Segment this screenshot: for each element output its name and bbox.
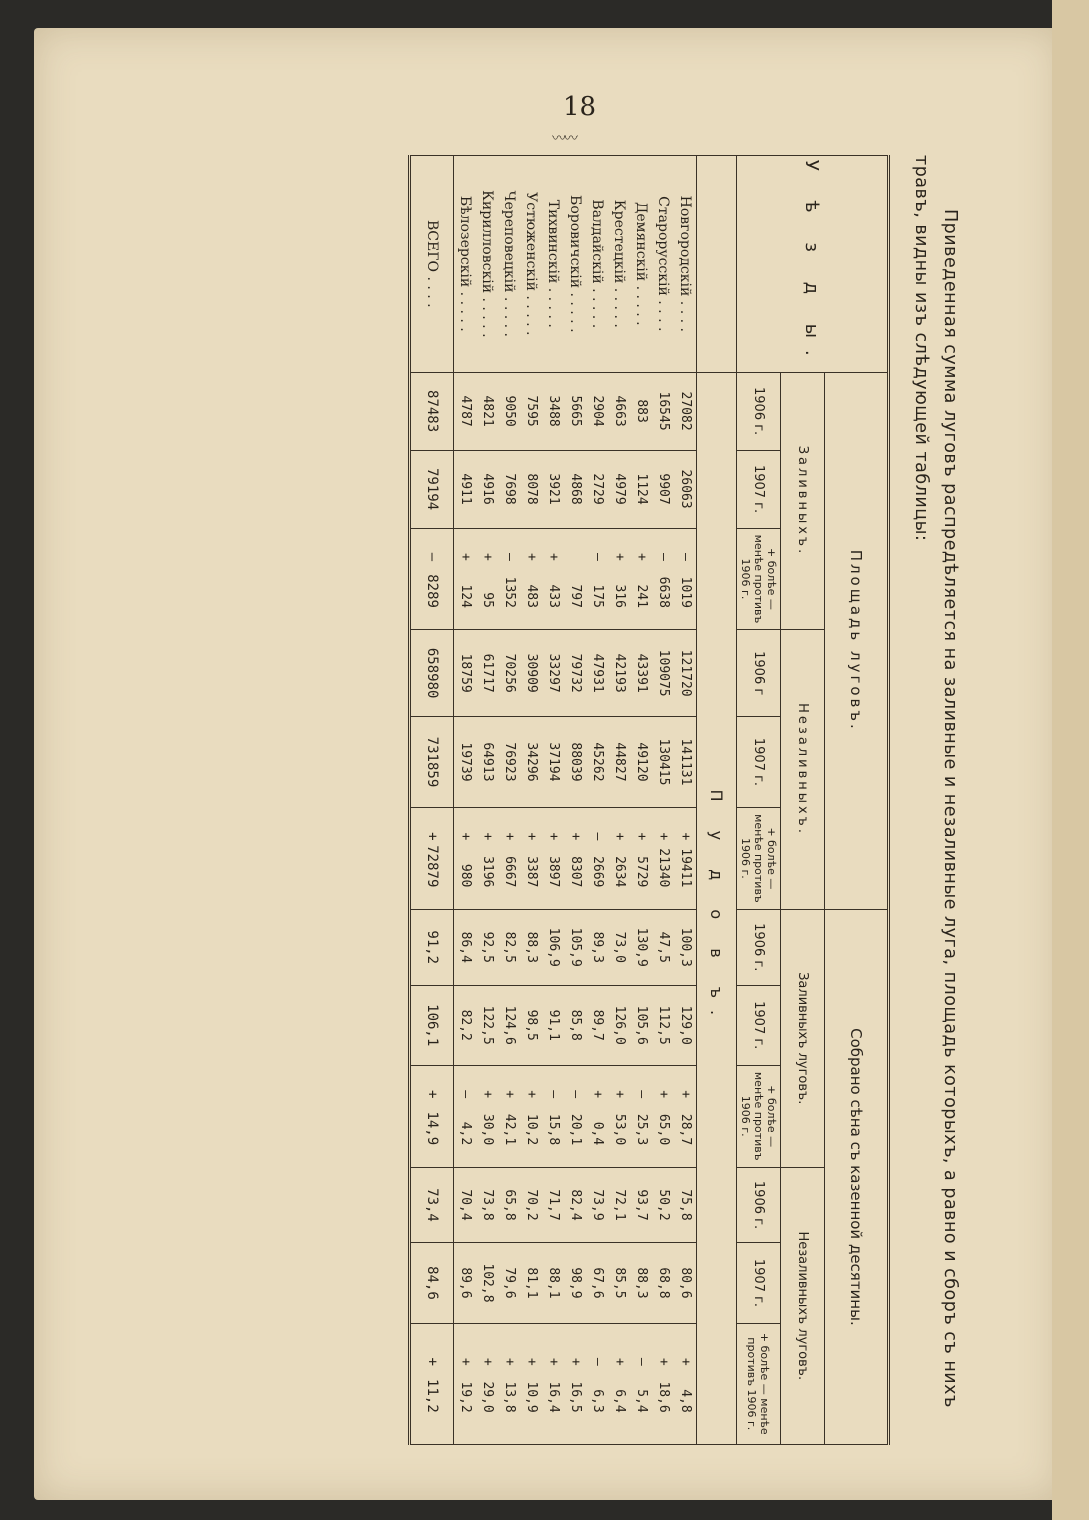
table-row: [608, 156, 630, 1445]
table-body: [454, 156, 697, 1445]
change-cell: +28,7: [674, 1065, 697, 1167]
table-row: [586, 156, 608, 1445]
value-cell: 47,5: [652, 909, 674, 985]
value-cell: 88,1: [542, 1243, 564, 1323]
value-cell: 19739: [454, 716, 477, 807]
district-name: Боровичскій . . . . .: [564, 156, 586, 373]
value-cell: 75,8: [674, 1167, 697, 1243]
change-cell: +124: [454, 528, 477, 630]
year-1906-header: 1906 г: [737, 630, 781, 717]
value-cell: 91,1: [542, 985, 564, 1065]
change-cell: +316: [608, 528, 630, 630]
change-cell: +42,1: [498, 1065, 520, 1167]
value-cell: 98,9: [564, 1243, 586, 1323]
year-1906-header: 1906 г.: [737, 909, 781, 985]
value-cell: 88039: [564, 716, 586, 807]
value-cell: 86,4: [454, 909, 477, 985]
value-cell: 4916: [476, 450, 498, 528]
change-cell: —175: [586, 528, 608, 630]
value-cell: 88,3: [630, 1243, 652, 1323]
value-cell: 4821: [476, 372, 498, 450]
unflooded-meadows-header: Незаливныхъ луговъ.: [781, 1167, 825, 1444]
district-name: Валдайскій . . . . .: [586, 156, 608, 373]
table-row: [476, 156, 498, 1445]
value-cell: 80,6: [674, 1243, 697, 1323]
change-cell: —1019: [674, 528, 697, 630]
total-cell: 658980: [410, 630, 454, 717]
value-cell: 34296: [520, 716, 542, 807]
value-cell: 4911: [454, 450, 477, 528]
value-cell: 130,9: [630, 909, 652, 985]
value-cell: 65,8: [498, 1167, 520, 1243]
district-name: Бѣлозерскій . . . . .: [454, 156, 477, 373]
change-cell: —20,1: [564, 1065, 586, 1167]
district-name: Новгородскій . . . .: [674, 156, 697, 373]
value-cell: 106,9: [542, 909, 564, 985]
year-1907-header: 1907 г.: [737, 450, 781, 528]
year-1907-header: 1907 г.: [737, 985, 781, 1065]
change-cell: +19411: [674, 807, 697, 909]
value-cell: 45262: [586, 716, 608, 807]
table-row: [520, 156, 542, 1445]
change-cell: +483: [520, 528, 542, 630]
value-cell: 883: [630, 372, 652, 450]
value-cell: 93,7: [630, 1167, 652, 1243]
value-cell: 73,8: [476, 1167, 498, 1243]
total-cell: 79194: [410, 450, 454, 528]
page-number-ornament: 〰〰: [552, 131, 576, 147]
change-cell: +6667: [498, 807, 520, 909]
value-cell: 88,3: [520, 909, 542, 985]
value-cell: 98,5: [520, 985, 542, 1065]
value-cell: 76923: [498, 716, 520, 807]
change-cell: +241: [630, 528, 652, 630]
district-name: Демянскій . . . . .: [630, 156, 652, 373]
value-cell: 42193: [608, 630, 630, 717]
unflooded-header: Незаливныхъ.: [781, 630, 825, 910]
value-cell: 73,0: [608, 909, 630, 985]
table-row: [630, 156, 652, 1445]
change-header: + болѣе — менѣе противъ 1906 г.: [737, 807, 781, 909]
value-cell: 27082: [674, 372, 697, 450]
total-cell: +14,9: [410, 1065, 454, 1167]
change-cell: +10,9: [520, 1323, 542, 1444]
value-cell: 37194: [542, 716, 564, 807]
districts-header: У ѣ з д ы.: [737, 156, 889, 373]
year-1907-header: 1907 г.: [737, 716, 781, 807]
intro-paragraph: Приведенная сумма луговъ распредѣляется на заливные и незаливные луга, площадь которыхъ, а равно и сборъ съ нихъ травъ, видны изъ слѣдующей таблицы:: [911, 155, 960, 1408]
change-cell: —5,4: [630, 1323, 652, 1444]
year-1906-header: 1906 г.: [737, 1167, 781, 1243]
change-cell: +0,4: [586, 1065, 608, 1167]
change-cell: —6638: [652, 528, 674, 630]
value-cell: 26063: [674, 450, 697, 528]
value-cell: 100,3: [674, 909, 697, 985]
page-number: 18: [563, 92, 597, 122]
value-cell: 7595: [520, 372, 542, 450]
change-cell: +19,2: [454, 1323, 477, 1444]
adjacent-page-edge: [1052, 0, 1089, 1520]
value-cell: 70,4: [454, 1167, 477, 1243]
value-cell: 4787: [454, 372, 477, 450]
table-row: [454, 156, 477, 1445]
total-cell: 87483: [410, 372, 454, 450]
district-name: Тихвинскій . . . . .: [542, 156, 564, 373]
value-cell: 109075: [652, 630, 674, 717]
hay-per-desyatina-header: Собрано сѣна съ казенной десятины.: [825, 909, 889, 1444]
value-cell: 126,0: [608, 985, 630, 1065]
value-cell: 124,6: [498, 985, 520, 1065]
change-cell: +5729: [630, 807, 652, 909]
change-cell: +65,0: [652, 1065, 674, 1167]
total-cell: 106,1: [410, 985, 454, 1065]
total-cell: +11,2: [410, 1323, 454, 1444]
poods-header: П у д о в ъ.: [697, 372, 737, 1444]
value-cell: 5665: [564, 372, 586, 450]
value-cell: 73,9: [586, 1167, 608, 1243]
change-header: + болѣе — менѣе противъ 1906 г.: [737, 1323, 781, 1444]
change-cell: +2634: [608, 807, 630, 909]
value-cell: 112,5: [652, 985, 674, 1065]
value-cell: 8078: [520, 450, 542, 528]
change-cell: —25,3: [630, 1065, 652, 1167]
area-of-meadows-header: Площадь луговъ.: [825, 372, 889, 909]
value-cell: 9050: [498, 372, 520, 450]
change-cell: +16,5: [564, 1323, 586, 1444]
change-cell: —15,8: [542, 1065, 564, 1167]
value-cell: 89,6: [454, 1243, 477, 1323]
value-cell: 122,5: [476, 985, 498, 1065]
change-cell: +13,8: [498, 1323, 520, 1444]
flooded-header: Заливныхъ.: [781, 372, 825, 630]
change-header: + болѣе — менѣе противъ 1906 г.: [737, 528, 781, 630]
table-row: [542, 156, 564, 1445]
change-cell: —4,2: [454, 1065, 477, 1167]
value-cell: 33297: [542, 630, 564, 717]
change-cell: +30,0: [476, 1065, 498, 1167]
value-cell: 79,6: [498, 1243, 520, 1323]
value-cell: 89,7: [586, 985, 608, 1065]
value-cell: 49120: [630, 716, 652, 807]
value-cell: 3921: [542, 450, 564, 528]
value-cell: 85,8: [564, 985, 586, 1065]
value-cell: 9907: [652, 450, 674, 528]
change-cell: +16,4: [542, 1323, 564, 1444]
value-cell: 68,8: [652, 1243, 674, 1323]
value-cell: 105,6: [630, 985, 652, 1065]
value-cell: 18759: [454, 630, 477, 717]
total-cell: 731859: [410, 716, 454, 807]
value-cell: 81,1: [520, 1243, 542, 1323]
value-cell: 82,4: [564, 1167, 586, 1243]
value-cell: 43391: [630, 630, 652, 717]
change-cell: +18,6: [652, 1323, 674, 1444]
total-cell: +72879: [410, 807, 454, 909]
change-cell: +10,2: [520, 1065, 542, 1167]
change-cell: +8307: [564, 807, 586, 909]
district-name: Старорусскій . . . .: [652, 156, 674, 373]
value-cell: 64913: [476, 716, 498, 807]
total-cell: 73,4: [410, 1167, 454, 1243]
value-cell: 92,5: [476, 909, 498, 985]
district-name: Устюженскій . . . . .: [520, 156, 542, 373]
total-cell: 91,2: [410, 909, 454, 985]
change-cell: —6,3: [586, 1323, 608, 1444]
change-cell: +3196: [476, 807, 498, 909]
value-cell: 30909: [520, 630, 542, 717]
value-cell: 105,9: [564, 909, 586, 985]
change-cell: +6,4: [608, 1323, 630, 1444]
change-cell: —2669: [586, 807, 608, 909]
change-cell: +433: [542, 528, 564, 630]
table-row: [564, 156, 586, 1445]
value-cell: 44827: [608, 716, 630, 807]
value-cell: 129,0: [674, 985, 697, 1065]
value-cell: 70,2: [520, 1167, 542, 1243]
change-cell: +4,8: [674, 1323, 697, 1444]
value-cell: 4979: [608, 450, 630, 528]
total-label: ВСЕГО . . . .: [410, 156, 454, 373]
value-cell: 1124: [630, 450, 652, 528]
value-cell: 70256: [498, 630, 520, 717]
meadows-table: [408, 155, 890, 1445]
change-cell: +21340: [652, 807, 674, 909]
value-cell: 2904: [586, 372, 608, 450]
value-cell: 67,6: [586, 1243, 608, 1323]
value-cell: 141131: [674, 716, 697, 807]
table-row: [674, 156, 697, 1445]
table-row: [652, 156, 674, 1445]
value-cell: 82,5: [498, 909, 520, 985]
change-cell: +3387: [520, 807, 542, 909]
value-cell: 85,5: [608, 1243, 630, 1323]
value-cell: 89,3: [586, 909, 608, 985]
value-cell: 79732: [564, 630, 586, 717]
value-cell: 130415: [652, 716, 674, 807]
units-spacer: [697, 156, 737, 373]
district-name: Крестецкій . . . . .: [608, 156, 630, 373]
value-cell: 71,7: [542, 1167, 564, 1243]
change-cell: +3897: [542, 807, 564, 909]
value-cell: 61717: [476, 630, 498, 717]
change-header: + болѣе — менѣе противъ 1906 г.: [737, 1065, 781, 1167]
value-cell: 4868: [564, 450, 586, 528]
district-name: Кирилловскій . . . . .: [476, 156, 498, 373]
value-cell: 102,8: [476, 1243, 498, 1323]
value-cell: 82,2: [454, 985, 477, 1065]
value-cell: 121720: [674, 630, 697, 717]
total-row: [410, 156, 454, 1445]
change-cell: +980: [454, 807, 477, 909]
rotated-content: [190, 155, 970, 1445]
value-cell: 7698: [498, 450, 520, 528]
value-cell: 16545: [652, 372, 674, 450]
value-cell: 50,2: [652, 1167, 674, 1243]
change-cell: —1352: [498, 528, 520, 630]
table-row: [498, 156, 520, 1445]
change-cell: 797: [564, 528, 586, 630]
district-name: Череповецкій . . . . .: [498, 156, 520, 373]
value-cell: 47931: [586, 630, 608, 717]
year-1907-header: 1907 г.: [737, 1243, 781, 1323]
value-cell: 72,1: [608, 1167, 630, 1243]
value-cell: 3488: [542, 372, 564, 450]
value-cell: 4663: [608, 372, 630, 450]
flooded-meadows-header: Заливныхъ луговъ.: [781, 909, 825, 1167]
value-cell: 2729: [586, 450, 608, 528]
change-cell: +29,0: [476, 1323, 498, 1444]
year-1906-header: 1906 г.: [737, 372, 781, 450]
change-cell: +95: [476, 528, 498, 630]
total-cell: 84,6: [410, 1243, 454, 1323]
total-cell: —8289: [410, 528, 454, 630]
change-cell: +53,0: [608, 1065, 630, 1167]
